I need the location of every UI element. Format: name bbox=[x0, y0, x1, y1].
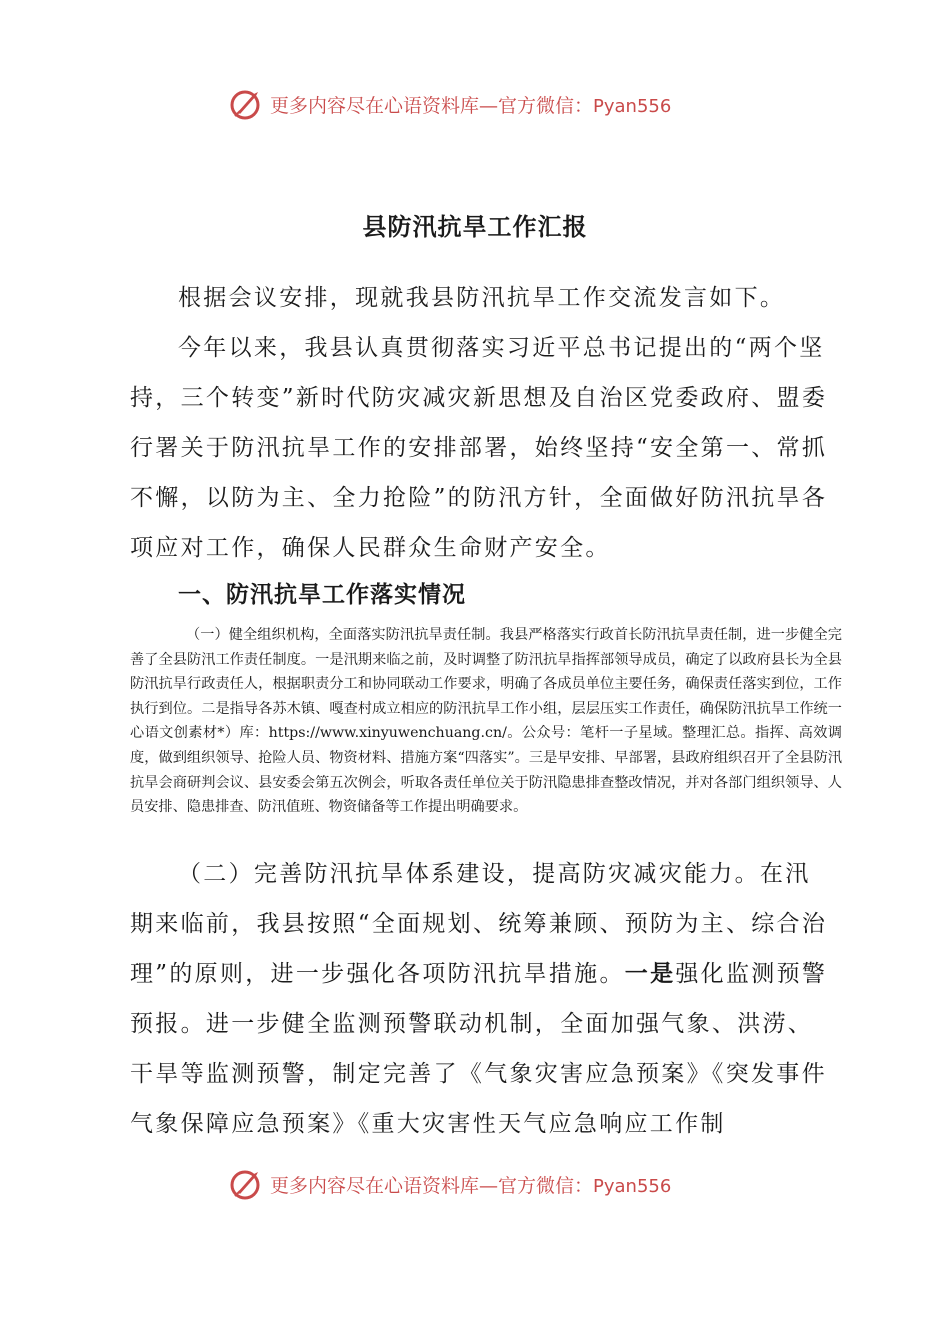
document-title: 县防汛抗旱工作汇报 bbox=[362, 212, 588, 241]
pen-logo-icon bbox=[228, 86, 264, 122]
item-2-text: （二）完善防汛抗旱体系建设，提高防灾减灾能力。在汛期来临前，我县按照“全面规划、统筹兼顾、预防为主、综合治理”的原则，进一步强化各项防汛抗旱措施。一是强化监测预警预报。进一步健全监测预警联动机制，全面加强气象、洪涝、干旱等监测预警，制定完善了《气象灾害应急预案》《突发事件气象保障应急预案》《重大灾害性天气应急响应工作制 bbox=[130, 861, 828, 1137]
section-1-item-1 bbox=[130, 623, 842, 820]
wechat-id: Pyan556 bbox=[593, 1175, 672, 1197]
intro-section bbox=[130, 273, 830, 573]
wechat-id: Pyan556 bbox=[593, 95, 672, 117]
footer-banner bbox=[228, 1164, 728, 1204]
banner-text: 更多内容尽在心语资料库—官方微信：Pyan556 bbox=[270, 1174, 672, 1197]
item-1-text: （一）健全组织机构，全面落实防汛抗旱责任制。我县严格落实行政首长防汛抗旱责任制，进一步健全完善了全县防汛工作责任制度。一是汛期来临之前，及时调整了防汛抗旱指挥部领导成员，确定了以政府县长为全县防汛抗旱行政责任人，根据职责分工和协同联动工作要求，明确了各成员单位主要任务，确保责任落实到位，工作执行到位。二是指导各苏木镇、嘎查村成立相应的防汛抗旱工作小组，层层压实工作责任，确保防汛抗旱工作统一心语文创素材*）库：https://www.xinyuwenchuang.cn/。公众号：笔杆一子星域。整理汇总。指挥、高效调度，做到组织领导、抢险人员、物资材料、措施方案“四落实”。三是早安排、早部署，县政府组织召开了全县防汛抗旱会商研判会议、县安委会第五次例会，听取各责任单位关于防汛隐患排查整改情况，并对各部门组织领导、人员安排、隐患排查、防汛值班、物资储备等工作提出明确要求。 bbox=[130, 627, 842, 816]
intro-paragraph-2: 今年以来，我县认真贯彻落实习近平总书记提出的“两个坚持，三个转变”新时代防灾减灾新思想及自治区党委政府、盟委行署关于防汛抗旱工作的安排部署，始终坚持“安全第一、常抓不懈，以防为主、全力抢险”的防汛方针，全面做好防汛抗旱各项应对工作，确保人民群众生命财产安全。 bbox=[130, 335, 828, 561]
item-2-bold: 一是 bbox=[624, 960, 676, 987]
intro-paragraph-1: 根据会议安排，现就我县防汛抗旱工作交流发言如下。 bbox=[178, 285, 786, 311]
header-banner bbox=[228, 84, 728, 124]
section-heading: 一、防汛抗旱工作落实情况 bbox=[178, 582, 466, 608]
banner-text: 更多内容尽在心语资料库—官方微信：Pyan556 bbox=[270, 94, 672, 117]
pen-logo-icon bbox=[228, 1166, 264, 1202]
section-1-item-2 bbox=[130, 849, 830, 1149]
